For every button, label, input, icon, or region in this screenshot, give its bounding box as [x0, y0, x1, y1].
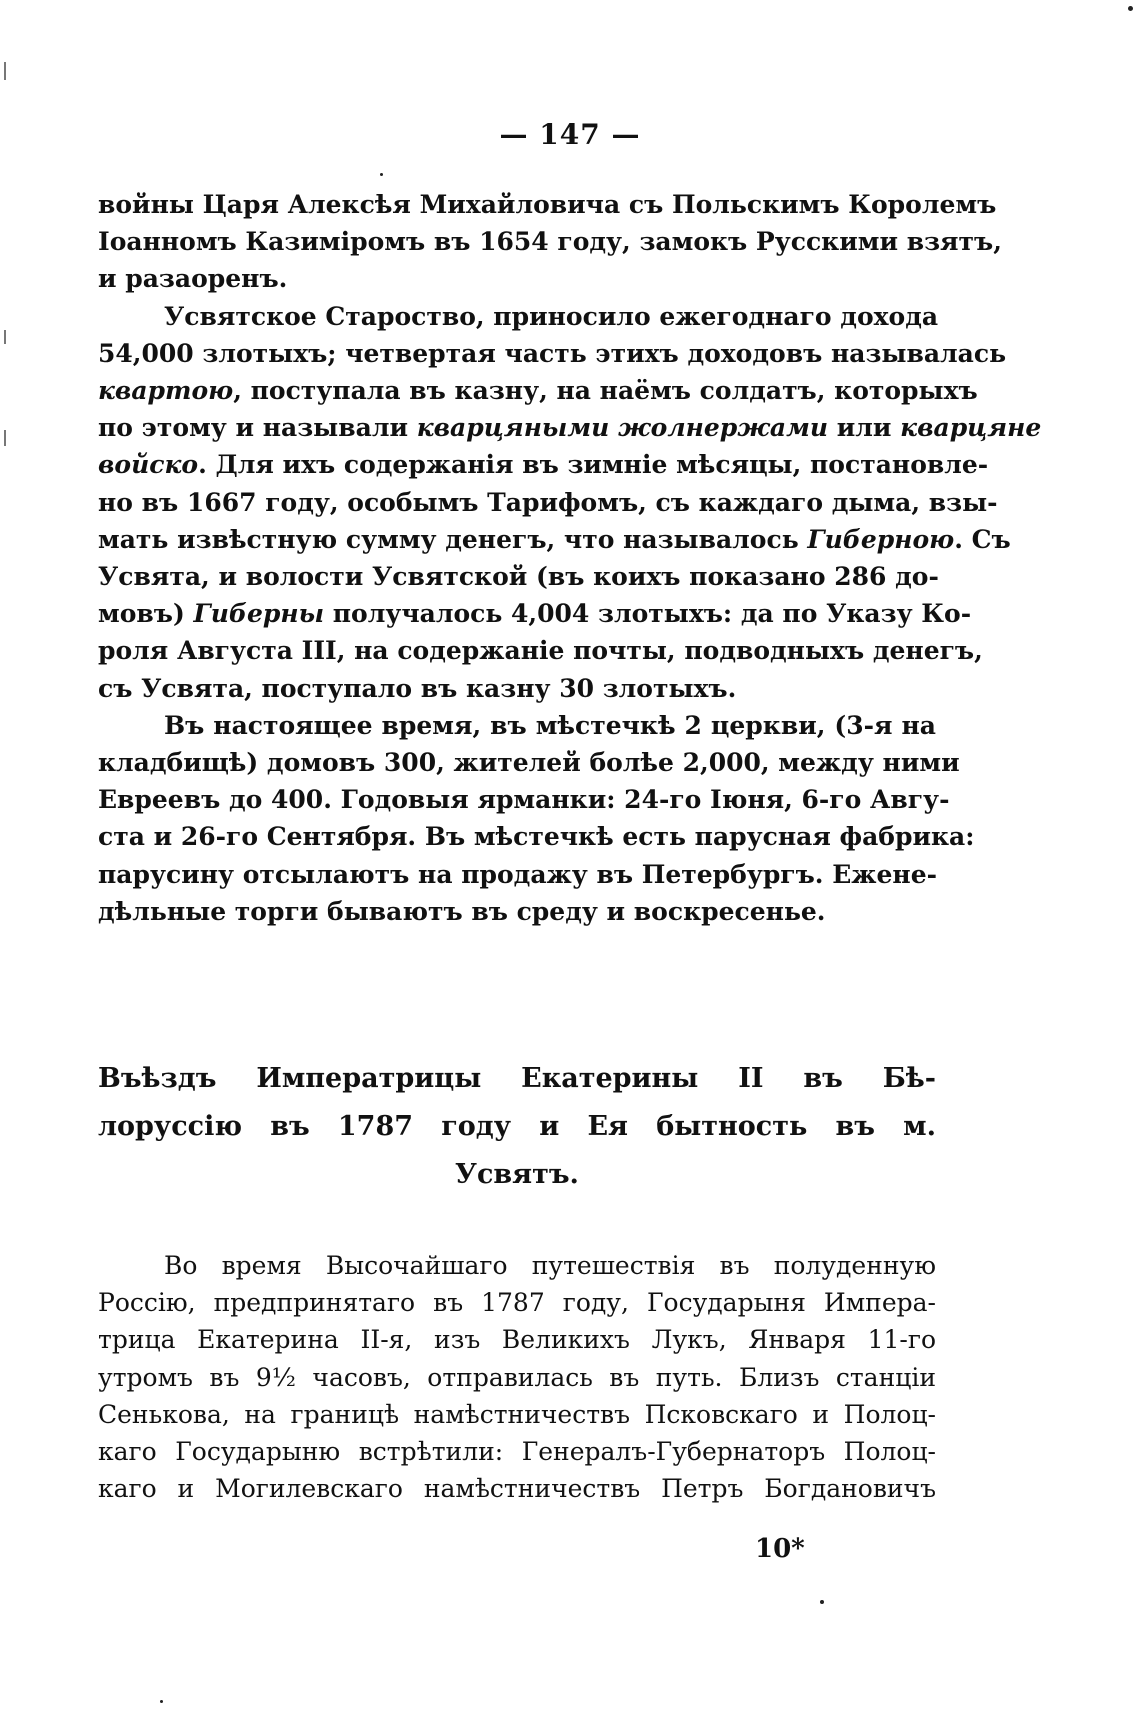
heading-line-2: лоруссію въ 1787 году и Ея бытность въ м.: [98, 1111, 936, 1142]
text-line: [98, 818, 975, 855]
text-line: [98, 744, 960, 781]
italic-term: Гиберною: [807, 524, 955, 554]
section-heading: [98, 1055, 936, 1199]
text-segment: роля Августа III, на содержаніе почты, подводныхъ денегъ,: [98, 636, 983, 666]
margin-mark: [4, 330, 6, 344]
text-line: [98, 707, 936, 744]
text-segment: мать извѣстную сумму денегъ, что называлось: [98, 524, 808, 554]
text-line: [98, 670, 936, 707]
text-segment: , поступала въ казну, на наёмъ солдатъ, которыхъ: [233, 376, 978, 406]
text-segment: мовъ): [98, 599, 194, 629]
text-segment: Въ настоящее время, въ мѣстечкѣ 2 церкви, (3-я на: [164, 710, 936, 740]
text-line: [98, 446, 989, 483]
text-segment: Евреевъ до 400. Годовыя ярманки: 24-го Іюня, 6-го Авгу-: [98, 785, 950, 815]
text-line: [98, 1470, 936, 1507]
text-line: [98, 558, 939, 595]
text-line: [98, 856, 936, 893]
text-block-1: [98, 186, 1042, 930]
text-line: [98, 335, 1007, 372]
italic-term: кварцяне: [900, 413, 1042, 443]
heading-line-1: Въѣздъ Императрицы Екатерины II въ Бѣ-: [98, 1063, 936, 1094]
text-segment: Усвятское Староство, приносило ежегоднаго дохода: [164, 301, 939, 331]
text-line: [98, 1433, 936, 1470]
text-segment: 54,000 злотыхъ; четвертая часть этихъ доходовъ называлась: [98, 338, 1007, 368]
text-line: [98, 484, 998, 521]
text-segment: получалось 4,004 злотыхъ: да по Указу Ко-: [324, 599, 972, 629]
text-segment: кладбищѣ) домовъ 300, жителей болѣе 2,000, между ними: [98, 748, 960, 778]
text-segment: Сенькова, на границѣ намѣстничествъ Псковскаго и Полоц-: [98, 1399, 936, 1429]
margin-mark: [4, 430, 6, 446]
text-line: [98, 298, 939, 335]
text-line: [98, 1284, 936, 1321]
text-line: [98, 521, 1011, 558]
text-segment: войны Царя Алексѣя Михайловича съ Польскимъ Королемъ: [98, 190, 997, 219]
print-speck: [160, 1700, 163, 1703]
text-segment: трица Екатерина II-я, изъ Великихъ Лукъ, Января 11-го: [98, 1325, 936, 1355]
text-segment: или: [828, 413, 901, 443]
text-line: [98, 893, 936, 930]
text-line: [98, 260, 936, 297]
italic-term: войско: [98, 450, 199, 480]
text-segment: каго Государыню встрѣтили: Генералъ-Губернаторъ Полоц-: [98, 1437, 936, 1467]
text-line: [98, 781, 950, 818]
text-segment: по этому и называли: [98, 413, 417, 443]
text-segment: Іоанномъ Казиміромъ въ 1654 году, замокъ Русскими взятъ,: [98, 227, 1002, 257]
text-line: [98, 632, 983, 669]
text-line: [98, 595, 972, 632]
italic-term: квартою: [98, 376, 234, 406]
page-number: — 147 —: [499, 118, 641, 151]
text-segment: Россію, предпринятаго въ 1787 году, Государыня Импера-: [98, 1288, 936, 1318]
text-line: [98, 1247, 936, 1284]
text-segment: съ Усвята, поступало въ казну 30 злотыхъ.: [98, 673, 737, 703]
italic-term: Гиберны: [193, 599, 325, 629]
text-segment: . Съ: [954, 524, 1011, 554]
text-segment: парусину отсылаютъ на продажу въ Петербургъ. Еженe-: [98, 859, 937, 889]
text-block-2: [98, 1247, 936, 1507]
text-line: [98, 1321, 936, 1358]
signature-mark: 10*: [755, 1534, 805, 1564]
text-segment: каго и Могилевскаго намѣстничествъ Петръ Богдановичъ: [98, 1474, 936, 1504]
text-line: [98, 372, 978, 409]
print-speck: [820, 1600, 824, 1604]
text-line: [98, 186, 997, 223]
text-segment: и разаоренъ.: [98, 264, 288, 294]
print-speck: [1128, 6, 1133, 11]
text-segment: . Для ихъ содержанія въ зимніе мѣсяцы, постановле-: [198, 450, 989, 480]
text-segment: дѣльные торги бываютъ въ среду и воскресенье.: [98, 896, 826, 926]
text-line: [98, 1396, 936, 1433]
italic-term: кварцяными жолнержами: [416, 413, 829, 443]
text-segment: Усвята, и волости Усвятской (въ коихъ показано 286 до-: [98, 562, 939, 592]
margin-mark: [4, 62, 6, 80]
heading-line-3: Усвятъ.: [455, 1159, 579, 1190]
text-line: [98, 223, 1002, 260]
text-line: [98, 409, 1042, 446]
print-speck: [380, 173, 383, 176]
text-line: [98, 1359, 936, 1396]
text-segment: утромъ въ 9½ часовъ, отправилась въ путь. Близъ станціи: [98, 1362, 936, 1392]
text-segment: но въ 1667 году, особымъ Тарифомъ, съ каждаго дыма, взы-: [98, 487, 998, 517]
text-segment: Во время Высочайшаго путешествія въ полуденную: [164, 1251, 936, 1280]
text-segment: ста и 26-го Сентября. Въ мѣстечкѣ есть парусная фабрика:: [98, 822, 975, 852]
